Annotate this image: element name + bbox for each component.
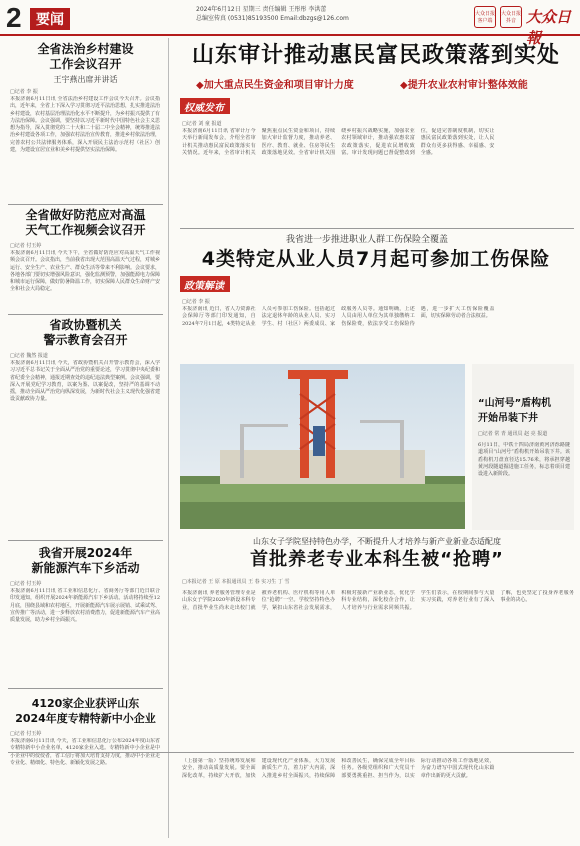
page-header	[0, 0, 580, 47]
story-divider	[180, 228, 574, 229]
news-photo-shield-machine	[180, 364, 465, 529]
title-line: 天气工作视频会议召开	[25, 223, 146, 237]
title-line: 省政协暨机关	[49, 318, 122, 332]
title-line: 新能源汽车下乡活动	[31, 561, 140, 575]
title-line: “山河号”盾构机	[478, 398, 552, 409]
article-byline: □记者 付玉婷	[10, 731, 42, 737]
caption-body: 6月11日，中铁十四局济南黄河济泺路隧道项目“山河号”盾构机开始吊装下井。该盾构机刀盘直径达15.76米，将承担穿越黄河段隧道掘进施工任务，标志着项目建设进入新阶段。	[478, 442, 570, 478]
title-line: 我省开展2024年	[38, 546, 133, 560]
title-line: 2024年度专精特新中小企业	[15, 712, 156, 725]
title-line: 工作会议召开	[49, 57, 122, 71]
section-label: 要闻	[30, 8, 70, 30]
article-byline: □记者 魏然 报道	[10, 353, 48, 359]
article-body: 本报济南讯 养老服务管理专业是山东女子学院2020年新设本科专业，首批毕业生尚未走出校门就被养老机构、医疗机构等用人单位“抢聘”一空。学校坚持特色办学，紧扣山东省社会发展需求，积极对接新产业新业态，优化学科专业结构，深化校企合作，让人才培养与行业需求同频共振。学生们表示，在校期间参与大量实习实践，对养老行业有了深入了解，也更坚定了投身养老服务事业的决心。	[182, 590, 574, 611]
section-tag: 政策解读	[180, 276, 230, 292]
article-byline: □记者 付玉婷	[10, 581, 42, 587]
article-byline: □本报记者 王 原 本报通讯员 王 春 实习生 丁 雪	[182, 579, 290, 585]
bottom-headline: 首批养老专业本科生被“抢聘”	[250, 549, 504, 570]
top-subheadline-left: ◆加大重点民生资金和项目审计力度	[196, 80, 354, 91]
article-body: 本报济南6月11日讯 今天下午，全省做好防范应对高温天气工作视频会议召开。会议指出，当前我省出现大范围高温天气过程，对城乡运行、安全生产、农业生产、群众生活等带来不利影响。会议要求，各地各部门要切实增强风险意识，强化监测预警，加强能源电力保障和城市运行保障，做好防暑降温工作，切实保障人民群众生命财产安全和社会大局稳定。	[10, 250, 160, 293]
article-divider	[8, 688, 163, 689]
caption-byline: □记者 常 青 通讯员 赵 亮 报道	[478, 431, 548, 437]
title-line: 开始吊装下井	[478, 413, 538, 424]
client-qr-badge[interactable]: 大众日报 客户端	[474, 6, 496, 28]
article-byline: □记者 李 振	[10, 89, 38, 95]
section-tag: 权威发布	[180, 98, 230, 114]
article-byline: □记者 刘 童 报道	[182, 121, 222, 127]
top-headline: 山东审计推动惠民富民政策落到实处	[191, 43, 560, 68]
article-subtitle: 王宇燕出席并讲话	[53, 75, 118, 84]
article-title	[8, 696, 163, 726]
title-line: 全省做好防范应对高温	[25, 208, 146, 222]
article-title	[8, 546, 163, 576]
column-divider	[168, 38, 169, 838]
article-body: 本报济南6月11日讯 今天，省政协暨机关召开警示教育会，深入学习习近平总书记关于全面从严治党的重要论述，学习贯彻中央纪委和省纪委全会精神，通报近期查处的违纪违法典型案例。会议强调，要深入开展党纪学习教育，以案为鉴、以案促改，坚持严的基调不动摇，推动全面从严治党向纵深发展，为新时代社会主义现代化强省建设贡献政协力量。	[10, 360, 160, 403]
title-line: 全省法治乡村建设	[37, 42, 134, 56]
article-title	[8, 42, 163, 72]
article-body: 本报济南6月11日讯 省审计厅今天举行新闻发布会，介绍全省审计机关推动惠民富民政策落实有关情况。近年来，全省审计机关聚焦重点民生资金和项目，持续加大审计监督力度，推动养老、医疗、教育、就业、住房等民生政策落地见效。全省审计机关围绕乡村振兴战略实施，加强农业农村领域审计，推动强农惠农富农政策落实，促进农民增收致富。审计发现问题已督促整改到位，促进完善制度机制，切实让惠民富民政策落到实处，让人民群众有更多获得感、幸福感、安全感。	[182, 128, 495, 156]
article-body: 本报济南6月11日讯 今天，省工业和信息化厅公布2024年度山东省专精特新中小企业名单，4120家企业入选。专精特新中小企业是中小企业中的佼佼者，省工信厅将加大培育支持力度，推动中小企业走专业化、精细化、特色化、新颖化发展之路。	[10, 738, 160, 766]
date-text: 2024年6月12日 星期三 责任编辑 王彤彤 李洪蕾	[196, 6, 327, 13]
bottom-kicker: 山东女子学院坚持特色办学，不断提升人才培养与新产业新业态适配度	[253, 537, 501, 546]
article-divider	[8, 204, 163, 205]
page-number: 2	[6, 2, 22, 33]
photo-caption-box	[472, 364, 574, 530]
second-headline: 4类特定从业人员7月起可参加工伤保险	[201, 248, 551, 270]
title-line: 4120家企业获评山东	[31, 697, 140, 710]
article-body: 本报济南6月11日讯 省工业和信息化厅、省商务厅等部门近日联合印发通知，组织开展2024年新能源汽车下乡活动。活动将持续至12月底，围绕县域和农村地区，开展新能源汽车展示展销、试乘试驾、宣传推广等活动，进一步释放农村消费潜力，促进新能源汽车产业高质量发展，助力乡村全面振兴。	[10, 588, 160, 624]
douyin-qr-badge[interactable]: 大众日报 抖音	[500, 6, 522, 28]
article-byline: □记者 付玉婷	[10, 243, 42, 249]
article-body: 本报济南讯 近日，省人力资源社会保障厅等部门印发通知，自2024年7月1日起，4类特定从业人员可参加工伤保险。包括超过法定退休年龄的从业人员、实习学生、村（社区）两委成员、家政服务人员等。通知明确，上述人员由用人单位为其单独缴纳工伤保险费，依法享受工伤保险待遇，进一步扩大工伤保险覆盖面，切实保障劳动者合法权益。	[182, 306, 495, 327]
continued-body: （上接第一版）坚持统筹发展和安全，推动高质量发展。要全面深化改革，持续扩大开放，加快建设现代化产业体系，大力发展新质生产力，着力扩大内需，深入推进乡村全面振兴，持续保障和改善民生，确保完成全年目标任务。各级党组织和广大党员干部要勇挑重担、担当作为，以实际行动推动各项工作落地见效，为奋力谱写中国式现代化山东篇章作出新的更大贡献。	[182, 758, 495, 779]
title-line: 警示教育会召开	[43, 333, 128, 347]
date-line	[196, 5, 349, 23]
article-title	[8, 318, 163, 348]
article-body: 本报济南6月11日讯 全省法治乡村建设工作会议今天召开。会议指出，近年来，全省上下深入学习贯彻习近平法治思想，扎实推进法治乡村建设，农村基层治理法治化水平不断提升，为乡村振兴提供了有力法治保障。会议强调，要坚持以习近平新时代中国特色社会主义思想为指导，深入贯彻党的二十大和二十届二中全会精神，统筹推进法治乡村建设各项工作，加强农村法治宣传教育，推进乡村依法治理，完善农村公共法律服务体系，深入开展民主法治示范村（社区）创建，为建设宜居宜业和美乡村提供坚实法治保障。	[10, 96, 160, 154]
article-title	[8, 208, 163, 238]
article-divider	[8, 540, 163, 541]
contact-text: 总编室传真 (0531)85193500 Email:dbzgs@126.com	[196, 15, 349, 22]
masthead-logo: 大众日報	[526, 8, 572, 47]
footer-divider	[8, 752, 574, 753]
caption-title	[478, 396, 568, 426]
crane-photo-icon	[180, 364, 465, 529]
second-kicker: 我省进一步推进职业人群工伤保险全覆盖	[286, 235, 449, 245]
top-subheadline-right: ◆提升农业农村审计整体效能	[400, 80, 528, 91]
article-divider	[8, 314, 163, 315]
article-byline: □记者 李 振	[182, 299, 210, 305]
